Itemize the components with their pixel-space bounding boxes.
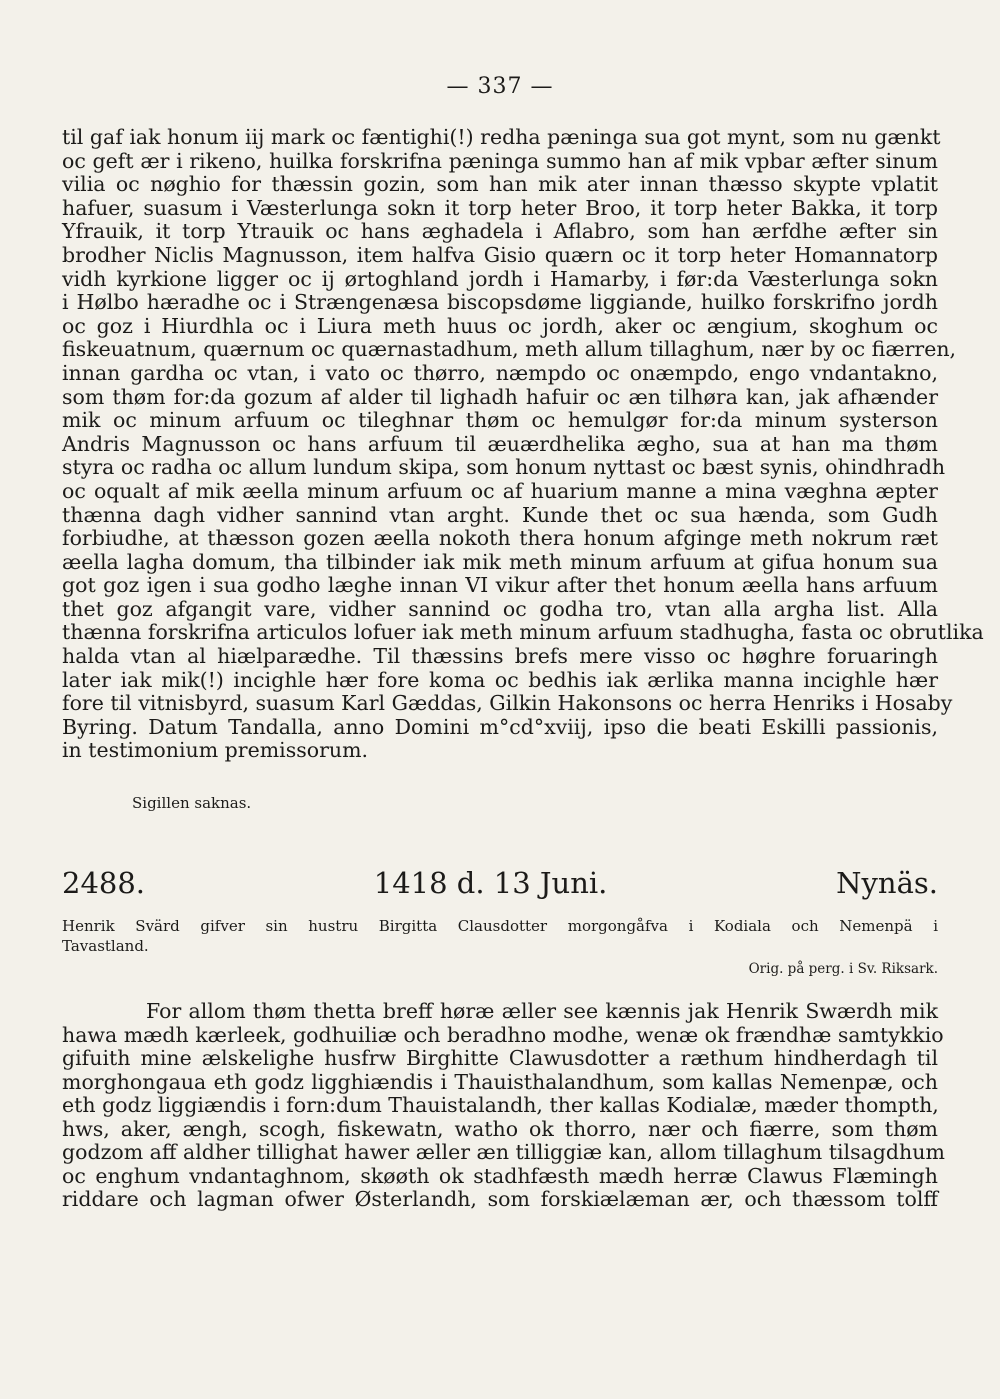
text-line: brodher Niclis Magnusson, item halfva Gisio quærn oc it torp heter Homannatorp — [62, 242, 938, 267]
text-line: in testimonium premissorum. — [62, 738, 369, 763]
text-line: hws, aker, ængh, scogh, fiskewatn, watho ok thorro, nær och fiærre, som thøm — [62, 1116, 938, 1141]
entry-header — [62, 865, 938, 901]
text-line: innan gardha oc vtan, i vato oc thørro, næmpdo oc onæmpdo, engo vndantakno, — [62, 360, 938, 385]
text-line: forbiudhe, at thæsson gozen æella nokoth thera honum afginge meth nokrum ræt — [62, 526, 938, 551]
entry-place: Nynäs. — [836, 866, 938, 901]
text-line: later iak mik(!) incighle hær fore koma oc bedhis iak ærlika manna incighle hær — [62, 667, 938, 692]
text-line: Andris Magnusson oc hans arfuum til æuærdhelika ægho, sua at han ma thøm — [62, 431, 938, 456]
text-line: styra oc radha oc allum lundum skipa, som honum nyttast oc bæst synis, ohindhradh — [62, 455, 946, 480]
seal-note: Sigillen saknas. — [132, 794, 252, 813]
text-line: vilia oc nøghio for thæssin gozin, som han mik ater innan thæsso skypte vplatit — [62, 172, 938, 197]
source-note: Orig. på perg. i Sv. Riksark. — [748, 961, 938, 978]
text-line: oc geft ær i rikeno, huilka forskrifna pæninga summo han af mik vpbar æfter sinum — [62, 148, 938, 173]
text-line: fore til vitnisbyrd, suasum Karl Gæddas, Gilkin Hakonsons oc herra Henriks i Hosaby — [62, 691, 953, 716]
summary-line: Henrik Svärd gifver sin hustru Birgitta Clausdotter morgongåfva i Kodiala och Nemenpä i — [62, 917, 938, 936]
text-line: mik oc minum arfuum oc tileghnar thøm oc hemulgør for:da minum systerson — [62, 408, 938, 433]
text-line: i Hølbo hæradhe oc i Strængenæsa biscopsdøme liggiande, huilko forskrifno jordh — [62, 290, 938, 315]
text-line: godzom aff aldher tillighat hawer æller æn tilliggiæ kan, allom tillaghum tilsagdhum — [62, 1140, 945, 1165]
text-line: thænna dagh vidher sannind vtan arght. Kunde thet oc sua hænda, som Gudh — [62, 502, 938, 527]
text-line: oc goz i Hiurdhla oc i Liura meth huus oc jordh, aker oc ængium, skoghum oc — [62, 313, 938, 338]
entry-date: 1418 d. 13 Juni. — [373, 866, 608, 901]
text-line: gifuith mine ælskelighe husfrw Birghitte Clawusdotter a ræthum hindherdagh til — [62, 1046, 938, 1071]
text-line: fiskeuatnum, quærnum oc quærnastadhum, meth allum tillaghum, nær by oc fiærren, — [62, 337, 957, 362]
text-line: Byring. Datum Tandalla, anno Domini m°cd°xviij, ipso die beati Eskilli passionis, — [62, 714, 938, 739]
page-number: — 337 — — [446, 74, 554, 99]
text-line: som thøm for:da gozum af alder til lighadh hafuir oc æn tilhøra kan, jak afhænder — [62, 384, 938, 409]
text-line: got goz igen i sua godho læghe innan VI vikur after thet honum æella hans arfuum — [62, 573, 938, 598]
text-line: thænna forskrifna articulos lofuer iak meth minum arfuum stadhugha, fasta oc obrutlika — [62, 620, 984, 645]
text-line: til gaf iak honum iij mark oc fæntighi(!) redha pæninga sua got mynt, som nu gænkt — [62, 125, 941, 149]
text-line: halda vtan al hiælparædhe. Til thæssins brefs mere visso oc høghre foruaringh — [62, 644, 938, 669]
text-line: æella lagha domum, tha tilbinder iak mik meth minum arfuum at gifua honum sua — [62, 549, 938, 574]
text-line: oc oqualt af mik æella minum arfuum oc af huarium manne a mina væghna æpter — [62, 478, 938, 503]
text-line: oc enghum vndantaghnom, skøøth ok stadhfæsth mædh herræ Clawus Flæmingh — [62, 1163, 938, 1188]
text-line: vidh kyrkione ligger oc ij ørtoghland jordh i Hamarby, i før:da Væsterlunga sokn — [62, 266, 938, 291]
text-line: eth godz liggiændis i forn:dum Thauistalandh, ther kallas Kodialæ, mæder thompth, — [62, 1093, 939, 1118]
text-line: Yfrauik, it torp Ytrauik oc hans æghadela i Aflabro, som han ærfdhe æfter sin — [62, 219, 938, 244]
charter-text-continued — [62, 125, 984, 763]
entry-summary — [62, 917, 938, 956]
text-line: morghongaua eth godz ligghiændis i Thauisthalandhum, som kallas Nemenpæ, och — [62, 1069, 938, 1094]
text-line: hafuer, suasum i Væsterlunga sokn it torp heter Broo, it torp heter Bakka, it torp — [62, 195, 938, 220]
document-page — [62, 72, 984, 1212]
text-line: thet goz afgangit vare, vidher sannind oc godha tro, vtan alla argha list. Alla — [62, 596, 938, 621]
text-line: riddare och lagman ofwer Østerlandh, som forskiælæman ær, och thæssom tolff — [62, 1187, 938, 1212]
text-line: hawa mædh kærleek, godhuiliæ och beradhno modhe, wenæ ok frændhæ samtykkio — [62, 1022, 944, 1047]
charter-text — [62, 999, 945, 1212]
entry-number: 2488. — [62, 866, 146, 901]
text-line: For allom thøm thetta breff høræ æller see kænnis jak Henrik Swærdh mik — [146, 999, 938, 1024]
summary-line: Tavastland. — [62, 936, 149, 955]
